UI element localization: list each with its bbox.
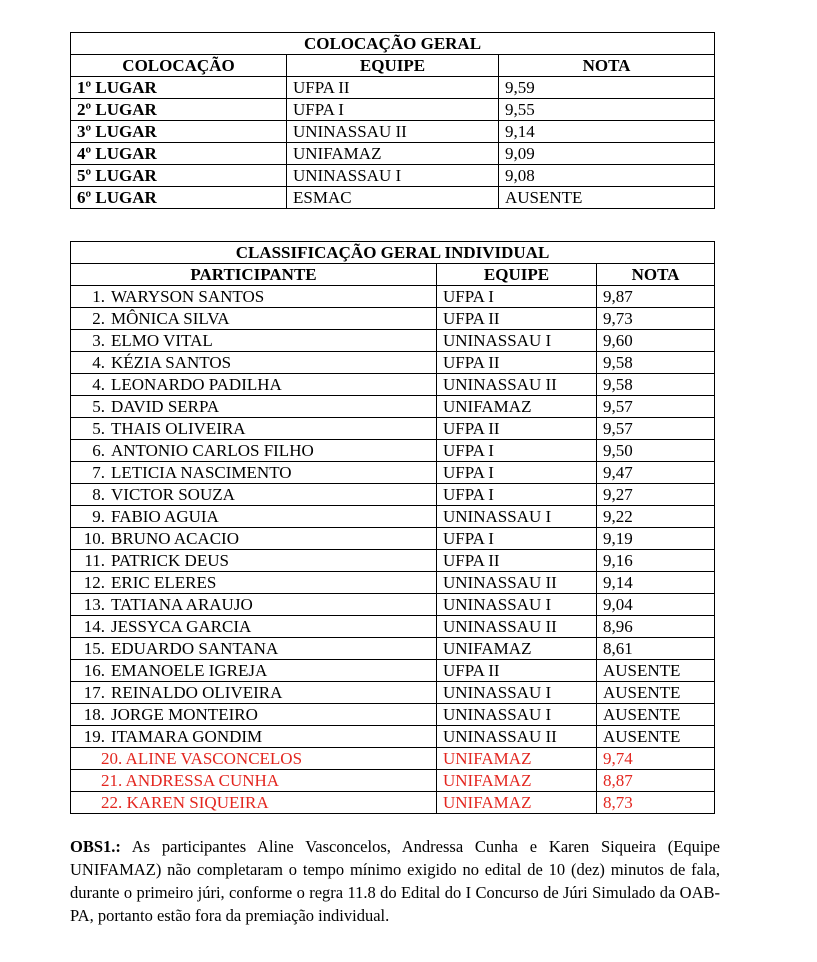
participant-name: VICTOR SOUZA bbox=[111, 485, 235, 504]
team-cell: UNINASSAU I bbox=[437, 330, 597, 352]
table-row bbox=[71, 484, 715, 506]
table-row bbox=[71, 374, 715, 396]
team-cell: UNINASSAU I bbox=[437, 682, 597, 704]
score-cell: 9,74 bbox=[597, 748, 715, 770]
score-cell: 9,08 bbox=[499, 165, 715, 187]
table-row bbox=[71, 308, 715, 330]
placement-cell: 1º LUGAR bbox=[71, 77, 287, 99]
score-cell: 9,14 bbox=[597, 572, 715, 594]
rank-number: 17. bbox=[83, 683, 105, 702]
table-row bbox=[71, 99, 715, 121]
rank-number: 5. bbox=[92, 419, 105, 438]
participant-name: EDUARDO SANTANA bbox=[111, 639, 279, 658]
score-cell: 9,58 bbox=[597, 352, 715, 374]
team-cell: UNINASSAU I bbox=[437, 594, 597, 616]
participant-cell bbox=[71, 682, 437, 704]
observation-note bbox=[70, 835, 720, 927]
placement-cell: 2º LUGAR bbox=[71, 99, 287, 121]
table-row bbox=[71, 682, 715, 704]
table-row bbox=[71, 572, 715, 594]
rank-number: 1. bbox=[92, 287, 105, 306]
excluded-table-row bbox=[71, 792, 715, 814]
table-row bbox=[71, 638, 715, 660]
participant-name: ANTONIO CARLOS FILHO bbox=[111, 441, 314, 460]
team-cell: UNIFAMAZ bbox=[437, 792, 597, 814]
team-cell: UFPA II bbox=[437, 352, 597, 374]
score-cell: 8,87 bbox=[597, 770, 715, 792]
score-cell: 9,19 bbox=[597, 528, 715, 550]
participant-cell bbox=[71, 638, 437, 660]
table-row bbox=[71, 165, 715, 187]
team-cell: UNINASSAU II bbox=[437, 726, 597, 748]
participant-name: DAVID SERPA bbox=[111, 397, 220, 416]
note-text: As participantes Aline Vasconcelos, Andressa Cunha e Karen Siqueira (Equipe UNIFAMAZ) não completaram o tempo mínimo exigido no edital de 10 (dez) minutos de fala, durante o primeiro júri, conforme o regra 11.8 do Edital do I Concurso de Júri Simulado da OAB-PA, portanto estão fora da premiação individual. bbox=[70, 837, 720, 925]
table-row bbox=[71, 121, 715, 143]
table-row bbox=[71, 187, 715, 209]
rank-number: 10. bbox=[83, 529, 105, 548]
team-cell: UFPA II bbox=[437, 308, 597, 330]
team-cell: UFPA I bbox=[437, 462, 597, 484]
table-row bbox=[71, 330, 715, 352]
placement-cell: 5º LUGAR bbox=[71, 165, 287, 187]
team-cell: UFPA II bbox=[437, 660, 597, 682]
rank-number: 15. bbox=[83, 639, 105, 658]
rank-number: 3. bbox=[92, 331, 105, 350]
rank-number: 5. bbox=[92, 397, 105, 416]
participant-name: TATIANA ARAUJO bbox=[111, 595, 253, 614]
excluded-table-row bbox=[71, 748, 715, 770]
team-cell: UNINASSAU II bbox=[437, 374, 597, 396]
participant-cell: 22. KAREN SIQUEIRA bbox=[71, 792, 437, 814]
participant-name: WARYSON SANTOS bbox=[111, 287, 265, 306]
participant-name: JESSYCA GARCIA bbox=[111, 617, 252, 636]
participant-name: LEONARDO PADILHA bbox=[111, 375, 282, 394]
score-cell: AUSENTE bbox=[597, 704, 715, 726]
participant-name: REINALDO OLIVEIRA bbox=[111, 683, 283, 702]
team-cell: UNINASSAU I bbox=[437, 506, 597, 528]
team-cell: UNINASSAU II bbox=[287, 121, 499, 143]
score-cell: 9,73 bbox=[597, 308, 715, 330]
score-cell: 9,59 bbox=[499, 77, 715, 99]
participant-cell bbox=[71, 550, 437, 572]
table-row bbox=[71, 396, 715, 418]
table-row bbox=[71, 440, 715, 462]
team-cell: ESMAC bbox=[287, 187, 499, 209]
team-cell: UNIFAMAZ bbox=[437, 396, 597, 418]
team-cell: UFPA II bbox=[437, 550, 597, 572]
rank-number: 2. bbox=[92, 309, 105, 328]
column-header: NOTA bbox=[597, 264, 715, 286]
table-row bbox=[71, 506, 715, 528]
column-header: COLOCAÇÃO bbox=[71, 55, 287, 77]
excluded-table-row bbox=[71, 770, 715, 792]
rank-number: 7. bbox=[92, 463, 105, 482]
table-row bbox=[71, 77, 715, 99]
participant-cell bbox=[71, 594, 437, 616]
rank-number: 4. bbox=[92, 375, 105, 394]
team-cell: UNINASSAU II bbox=[437, 572, 597, 594]
score-cell: 9,50 bbox=[597, 440, 715, 462]
participant-cell bbox=[71, 440, 437, 462]
rank-number: 8. bbox=[92, 485, 105, 504]
score-cell: 9,16 bbox=[597, 550, 715, 572]
rank-number: 12. bbox=[83, 573, 105, 592]
participant-name: LETICIA NASCIMENTO bbox=[111, 463, 292, 482]
score-cell: AUSENTE bbox=[499, 187, 715, 209]
team-cell: UFPA I bbox=[437, 528, 597, 550]
team-cell: UNIFAMAZ bbox=[287, 143, 499, 165]
participant-cell bbox=[71, 616, 437, 638]
classificacao-individual-table bbox=[70, 241, 715, 814]
table-row bbox=[71, 418, 715, 440]
rank-number: 9. bbox=[92, 507, 105, 526]
participant-cell: 21. ANDRESSA CUNHA bbox=[71, 770, 437, 792]
rank-number: 16. bbox=[83, 661, 105, 680]
score-cell: 9,87 bbox=[597, 286, 715, 308]
score-cell: 8,73 bbox=[597, 792, 715, 814]
participant-cell bbox=[71, 528, 437, 550]
participant-name: THAIS OLIVEIRA bbox=[111, 419, 246, 438]
team-cell: UNIFAMAZ bbox=[437, 770, 597, 792]
participant-name: PATRICK DEUS bbox=[111, 551, 229, 570]
column-header: EQUIPE bbox=[287, 55, 499, 77]
score-cell: 9,22 bbox=[597, 506, 715, 528]
column-header: NOTA bbox=[499, 55, 715, 77]
rank-number: 14. bbox=[83, 617, 105, 636]
rank-number: 11. bbox=[84, 551, 105, 570]
score-cell: 9,58 bbox=[597, 374, 715, 396]
participant-name: ITAMARA GONDIM bbox=[111, 727, 263, 746]
colocacao-geral-table bbox=[70, 32, 715, 209]
participant-name: FABIO AGUIA bbox=[111, 507, 219, 526]
participant-cell bbox=[71, 726, 437, 748]
participant-cell bbox=[71, 330, 437, 352]
score-cell: 9,04 bbox=[597, 594, 715, 616]
table-row bbox=[71, 462, 715, 484]
participant-cell bbox=[71, 660, 437, 682]
table-row bbox=[71, 550, 715, 572]
score-cell: 9,55 bbox=[499, 99, 715, 121]
participant-name: ELMO VITAL bbox=[111, 331, 213, 350]
score-cell: 8,96 bbox=[597, 616, 715, 638]
participant-name: EMANOELE IGREJA bbox=[111, 661, 268, 680]
participant-name: KÉZIA SANTOS bbox=[111, 353, 232, 372]
team-cell: UFPA I bbox=[287, 99, 499, 121]
rank-number: 13. bbox=[83, 595, 105, 614]
participant-name: MÔNICA SILVA bbox=[111, 309, 230, 328]
score-cell: AUSENTE bbox=[597, 726, 715, 748]
team-cell: UNINASSAU I bbox=[437, 704, 597, 726]
column-header: EQUIPE bbox=[437, 264, 597, 286]
participant-cell bbox=[71, 286, 437, 308]
score-cell: AUSENTE bbox=[597, 660, 715, 682]
score-cell: 9,09 bbox=[499, 143, 715, 165]
team-cell: UFPA II bbox=[287, 77, 499, 99]
table-row bbox=[71, 704, 715, 726]
score-cell: 9,27 bbox=[597, 484, 715, 506]
rank-number: 19. bbox=[83, 727, 105, 746]
score-cell: 9,14 bbox=[499, 121, 715, 143]
column-header: PARTICIPANTE bbox=[71, 264, 437, 286]
team-cell: UNINASSAU II bbox=[437, 616, 597, 638]
participant-cell bbox=[71, 506, 437, 528]
table-row bbox=[71, 352, 715, 374]
team-cell: UFPA I bbox=[437, 286, 597, 308]
participant-cell: 20. ALINE VASCONCELOS bbox=[71, 748, 437, 770]
rank-number: 4. bbox=[92, 353, 105, 372]
table-title: COLOCAÇÃO GERAL bbox=[71, 33, 715, 55]
table-row bbox=[71, 616, 715, 638]
participant-cell bbox=[71, 308, 437, 330]
participant-name: ERIC ELERES bbox=[111, 573, 217, 592]
participant-cell bbox=[71, 572, 437, 594]
rank-number: 18. bbox=[83, 705, 105, 724]
table-row bbox=[71, 528, 715, 550]
participant-cell bbox=[71, 374, 437, 396]
placement-cell: 4º LUGAR bbox=[71, 143, 287, 165]
team-cell: UFPA I bbox=[437, 484, 597, 506]
placement-cell: 3º LUGAR bbox=[71, 121, 287, 143]
team-cell: UFPA I bbox=[437, 440, 597, 462]
score-cell: 9,57 bbox=[597, 396, 715, 418]
table-row bbox=[71, 660, 715, 682]
note-label: OBS1.: bbox=[70, 837, 121, 856]
participant-name: BRUNO ACACIO bbox=[111, 529, 239, 548]
participant-name: JORGE MONTEIRO bbox=[111, 705, 258, 724]
table-row bbox=[71, 726, 715, 748]
rank-number: 6. bbox=[92, 441, 105, 460]
participant-cell bbox=[71, 484, 437, 506]
participant-cell bbox=[71, 396, 437, 418]
table-title: CLASSIFICAÇÃO GERAL INDIVIDUAL bbox=[71, 242, 715, 264]
table-row bbox=[71, 143, 715, 165]
placement-cell: 6º LUGAR bbox=[71, 187, 287, 209]
table-row bbox=[71, 286, 715, 308]
score-cell: 9,47 bbox=[597, 462, 715, 484]
score-cell: 8,61 bbox=[597, 638, 715, 660]
participant-cell bbox=[71, 462, 437, 484]
table-row bbox=[71, 594, 715, 616]
team-cell: UNINASSAU I bbox=[287, 165, 499, 187]
participant-cell bbox=[71, 352, 437, 374]
team-cell: UFPA II bbox=[437, 418, 597, 440]
score-cell: AUSENTE bbox=[597, 682, 715, 704]
team-cell: UNIFAMAZ bbox=[437, 748, 597, 770]
participant-cell bbox=[71, 704, 437, 726]
participant-cell bbox=[71, 418, 437, 440]
score-cell: 9,57 bbox=[597, 418, 715, 440]
team-cell: UNIFAMAZ bbox=[437, 638, 597, 660]
score-cell: 9,60 bbox=[597, 330, 715, 352]
